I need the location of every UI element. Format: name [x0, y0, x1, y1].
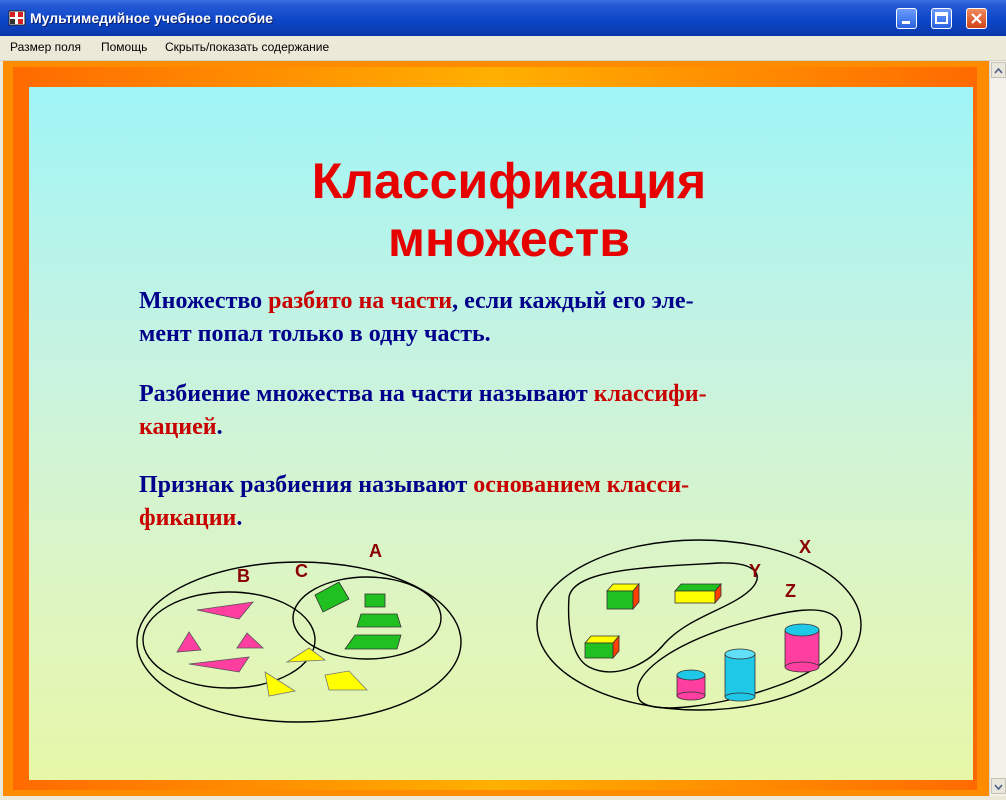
close-icon	[967, 9, 986, 28]
triangle-shape	[177, 632, 201, 652]
minimize-button[interactable]	[896, 8, 917, 29]
arrow-up-icon	[992, 64, 1005, 78]
maximize-icon	[932, 9, 951, 28]
menu-toggle-contents[interactable]: Скрыть/показать содержание	[165, 40, 330, 54]
cylinder-shape	[677, 670, 705, 700]
p3-term-b: фикации	[139, 505, 237, 531]
vertical-scrollbar[interactable]	[989, 61, 1006, 796]
menu-help[interactable]: Помощь	[101, 40, 148, 54]
p1-text-d: мент попал только в одну часть.	[139, 321, 491, 347]
label-y: Y	[749, 561, 762, 581]
label-a: A	[369, 541, 382, 561]
window-title: Мультимедийное учебное пособие	[30, 10, 273, 26]
minimize-icon	[897, 9, 916, 28]
label-b: B	[237, 566, 250, 586]
p3-term-a: основанием класси-	[473, 472, 690, 498]
arrow-down-icon	[992, 780, 1005, 794]
box-shape	[585, 636, 619, 658]
close-button[interactable]	[966, 8, 987, 29]
diagram-left	[137, 541, 461, 722]
scroll-down-button[interactable]	[991, 778, 1006, 794]
p2-term-a: классифи-	[593, 381, 707, 407]
cylinder-shape	[785, 624, 819, 672]
triangle-shape	[189, 657, 249, 672]
triangle-shape	[265, 672, 295, 696]
content-area	[3, 61, 989, 796]
title-bar[interactable]	[0, 0, 1006, 36]
label-z: Z	[785, 581, 796, 601]
p2-text-a: Разбиение множества на части называют	[139, 381, 594, 407]
label-x: X	[799, 537, 812, 557]
menu-field-size[interactable]: Размер поля	[10, 40, 81, 54]
p3-text-a: Признак разбиения называют	[139, 472, 474, 498]
label-c: C	[295, 561, 308, 581]
parallelogram-shape	[357, 614, 401, 627]
triangle-shape	[197, 602, 253, 619]
title-line-1: Классификация	[311, 153, 707, 209]
triangle-shape	[237, 633, 263, 648]
slide	[29, 87, 973, 780]
app-icon	[8, 9, 26, 27]
p1-text-a: Множество	[139, 288, 269, 314]
cylinder-shape	[725, 649, 755, 701]
title-line-2: множеств	[387, 211, 631, 267]
p1-term: разбито на части	[268, 288, 453, 314]
maximize-button[interactable]	[931, 8, 952, 29]
box-shape	[675, 584, 721, 603]
p2-text-d: .	[216, 414, 223, 440]
quadrilateral-shape	[325, 671, 367, 690]
p3-text-d: .	[236, 505, 243, 531]
box-shape	[607, 584, 639, 609]
p2-term-b: кацией	[139, 414, 217, 440]
set-diagrams	[29, 87, 973, 780]
scroll-up-button[interactable]	[991, 62, 1006, 78]
parallelogram-shape	[345, 635, 401, 649]
diagram-right	[537, 537, 861, 710]
slide-frame	[13, 67, 977, 790]
rectangle-shape	[365, 594, 385, 607]
p1-text-c: , если каждый его эле-	[452, 288, 694, 314]
menu-bar	[0, 36, 1006, 61]
